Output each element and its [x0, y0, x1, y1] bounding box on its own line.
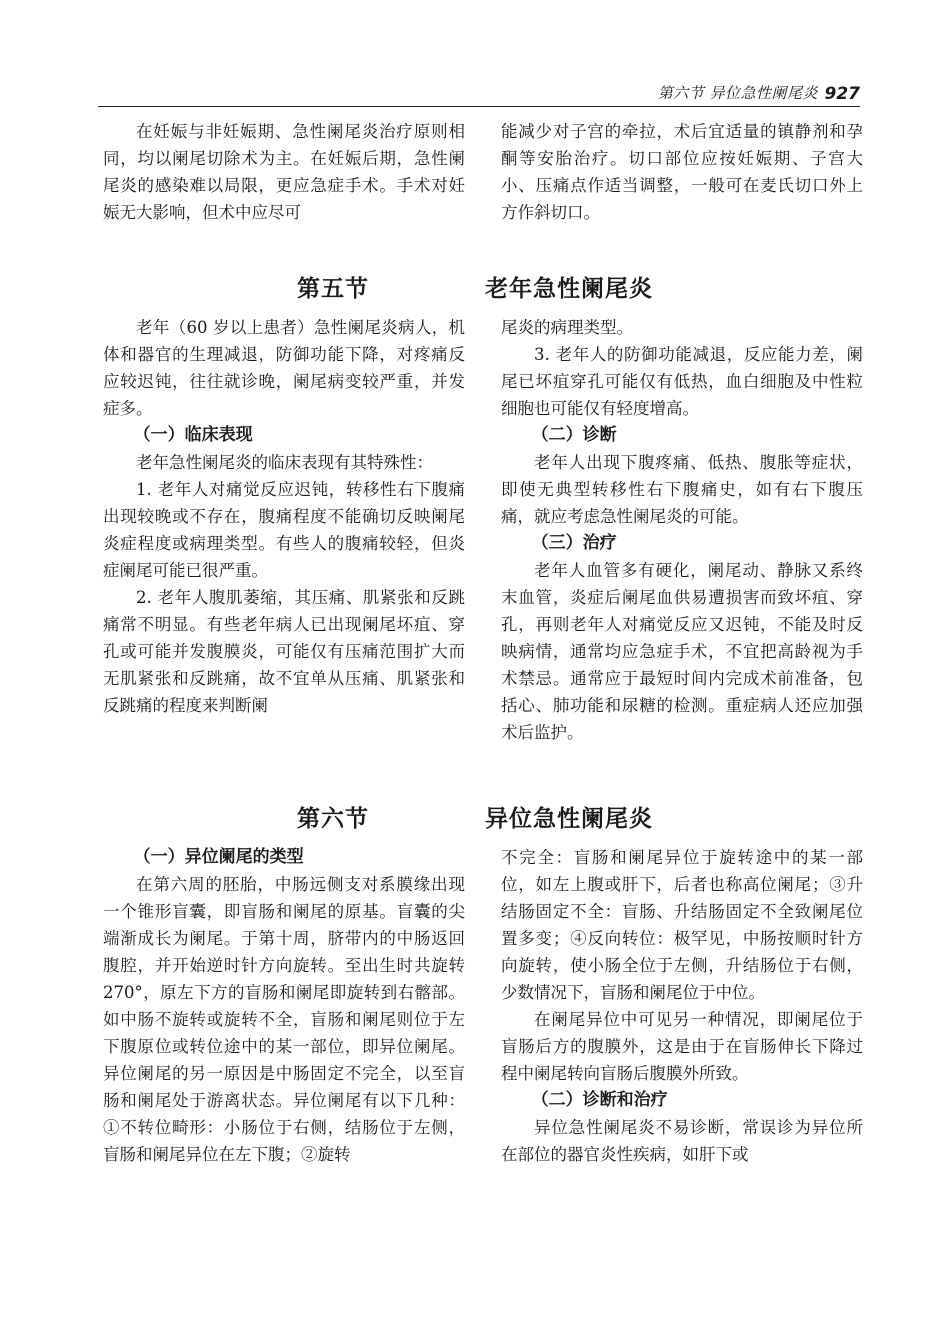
section-5-title	[0, 270, 950, 303]
paragraph: 3. 老年人的防御功能减退，反应能力差，阑尾已坏疽穿孔可能仅有低热，血白细胞及中性粒细胞也可能仅有轻度增高。	[501, 345, 863, 418]
top-block	[103, 118, 863, 226]
heading-treatment: （三）治疗	[531, 533, 617, 553]
section-5-body	[103, 314, 863, 746]
heading-clinical: （一）临床表现	[133, 425, 253, 445]
section-6-left-column	[103, 844, 465, 1168]
section-5-left-column	[103, 314, 465, 746]
section-6-title-text: 第六节 异位急性阑尾炎	[296, 806, 654, 832]
heading-diagnosis-treatment: （二）诊断和治疗	[531, 1090, 668, 1110]
paragraph: 老年人血管多有硬化，阑尾动、静脉又系终末血管，炎症后阑尾血供易遭损害而致坏疽、穿孔，再则老年人对痛觉反应又迟钝，不能及时反映病情，通常均应急症手术，不宜把高龄视为手术禁忌。通常应于最短时间内完成术前准备，包括心、肺功能和尿糖的检测。重症病人还应加强术后监护。	[501, 561, 863, 742]
paragraph: 2. 老年人腹肌萎缩，其压痛、肌紧张和反跳痛常不明显。有些老年病人已出现阑尾坏疽、穿孔或可能并发腹膜炎，可能仅有压痛范围扩大而无肌紧张和反跳痛，故不宜单从压痛、肌紧张和反跳痛的程度来判断阑	[103, 588, 465, 715]
heading-diagnosis: （二）诊断	[531, 425, 617, 445]
section-5-title-text: 第五节 老年急性阑尾炎	[296, 276, 654, 302]
section-6-right-column	[501, 844, 863, 1168]
running-title: 第六节 异位急性阑尾炎	[657, 84, 818, 102]
section-6-body	[103, 844, 863, 1168]
top-right-column	[501, 118, 863, 226]
paragraph: 在第六周的胚胎，中肠远侧支对系膜缘出现一个锥形盲囊，即盲肠和阑尾的原基。盲囊的尖端渐成长为阑尾。于第十周，脐带内的中肠返回腹腔，并开始逆时针方向旋转。至出生时共旋转 270°，原左下方的盲肠和阑尾即旋转到右髂部。如中肠不旋转或旋转不全，盲肠和阑尾则位于左下腹原位或转位途中的某一部位，即异位阑尾。异位阑尾的另一原因是中肠固定不完全，以至盲肠和阑尾处于游离状态。异位阑尾有以下几种：①不转位畸形：小肠位于右侧，结肠位于左侧，盲肠和阑尾异位在左下腹；②旋转	[103, 875, 465, 1164]
paragraph: 老年（60 岁以上患者）急性阑尾炎病人，机体和器官的生理减退，防御功能下降，对疼痛反应较迟钝，往往就诊晚，阑尾病变较严重，并发症多。	[103, 318, 465, 418]
page-header	[98, 82, 860, 107]
page-number: 927	[824, 84, 860, 104]
section-5-right-column	[501, 314, 863, 746]
paragraph: 在妊娠与非妊娠期、急性阑尾炎治疗原则相同，均以阑尾切除术为主。在妊娠后期，急性阑尾炎的感染难以局限，更应急症手术。手术对妊娠无大影响，但术中应尽可	[103, 122, 465, 222]
paragraph: 1. 老年人对痛觉反应迟钝，转移性右下腹痛出现较晚或不存在，腹痛程度不能确切反映阑尾炎症程度或病理类型。有些人的腹痛较轻，但炎症阑尾可能已很严重。	[103, 480, 465, 580]
paragraph: 尾炎的病理类型。	[501, 318, 633, 337]
paragraph: 异位急性阑尾炎不易诊断，常误诊为异位所在部位的器官炎性疾病，如肝下或	[501, 1118, 863, 1164]
heading-types: （一）异位阑尾的类型	[133, 847, 304, 867]
section-6-title	[0, 800, 950, 833]
paragraph: 在阑尾异位中可见另一种情况，即阑尾位于盲肠后方的腹膜外，这是由于在盲肠伸长下降过程中阑尾转向盲肠后腹膜外所致。	[501, 1010, 863, 1083]
paragraph: 老年急性阑尾炎的临床表现有其特殊性：	[136, 453, 433, 472]
paragraph: 不完全：盲肠和阑尾异位于旋转途中的某一部位，如左上腹或肝下，后者也称高位阑尾；③升结肠固定不全：盲肠、升结肠固定不全致阑尾位置多变；④反向转位：极罕见，中肠按顺时针方向旋转，使小肠全位于左侧，升结肠位于右侧，少数情况下，盲肠和阑尾位于中位。	[501, 848, 863, 1002]
paragraph: 能减少对子宫的牵拉，术后宜适量的镇静剂和孕酮等安胎治疗。切口部位应按妊娠期、子宫大小、压痛点作适当调整，一般可在麦氏切口外上方作斜切口。	[501, 122, 863, 222]
paragraph: 老年人出现下腹疼痛、低热、腹胀等症状，即使无典型转移性右下腹痛史，如有右下腹压痛，就应考虑急性阑尾炎的可能。	[501, 453, 863, 526]
top-left-column	[103, 118, 465, 226]
